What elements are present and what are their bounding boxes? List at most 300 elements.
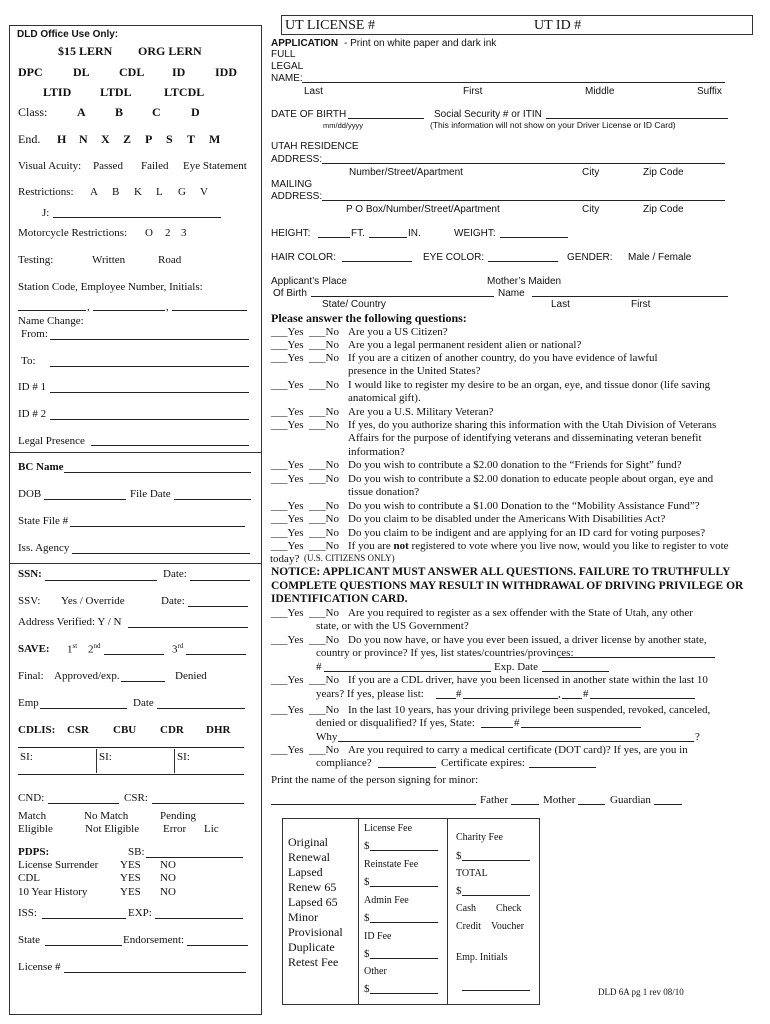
no-match-label: No Match [84, 810, 129, 822]
state-label: State [18, 934, 40, 946]
id-fee-label: ID Fee [364, 931, 392, 942]
final-label: Final: [18, 670, 44, 682]
q17-no[interactable]: ___No [309, 744, 339, 756]
q3-yes[interactable]: ___Yes [271, 352, 304, 364]
cdl-no: NO [160, 872, 176, 884]
full-label: FULL [271, 49, 296, 60]
visual-failed: Failed [141, 160, 169, 172]
address-verified-field[interactable] [128, 627, 248, 628]
q14-text-1: Do you now have, or have you ever been issued, a driver license by another state, [348, 634, 707, 646]
moto-3: 3 [181, 227, 187, 239]
ssn-note: (This information will not show on your Driver License or ID Card) [430, 120, 676, 130]
dob-label: DATE OF BIRTH [271, 109, 347, 120]
q13-no[interactable]: ___No [309, 607, 339, 619]
ssv-date-field[interactable] [188, 606, 248, 607]
ssn-label-app: Social Security # or ITIN [434, 109, 542, 120]
cdlis-label: CDLIS: [18, 724, 56, 736]
mail-city: City [582, 204, 600, 215]
q17-cert-exp: Certificate expires: [441, 757, 525, 769]
not-eligible-label: Not Eligible [85, 823, 140, 835]
id-fee-dollar: $ [364, 948, 370, 960]
code-idd: IDD [215, 65, 238, 79]
q3-no[interactable]: ___No [309, 352, 339, 364]
state-file-field[interactable] [70, 526, 245, 527]
testing-label: Testing: [18, 254, 54, 266]
cdlis-dhr: DHR [206, 724, 231, 736]
code-cdl: CDL [119, 65, 145, 79]
print-note: - Print on white paper and dark ink [344, 38, 497, 49]
testing-road: Road [158, 254, 182, 266]
si-divider [174, 749, 175, 773]
csr-label: CSR: [124, 792, 148, 804]
from-field[interactable] [50, 339, 249, 340]
q14-states-field[interactable] [558, 657, 715, 658]
q17-compliance-field[interactable] [378, 767, 436, 768]
ssn-label: SSN: [18, 568, 42, 580]
ssn-date-field[interactable] [190, 580, 250, 581]
restriction-b: B [112, 186, 120, 198]
minor-name-field[interactable] [271, 804, 476, 805]
bc-dob-field[interactable] [44, 499, 126, 500]
file-date-field[interactable] [174, 499, 251, 500]
reinstate-fee-label: Reinstate Fee [364, 859, 419, 870]
end-t: T [187, 132, 196, 146]
q15-no[interactable]: ___No [309, 674, 339, 686]
q7-no[interactable]: ___No [309, 459, 339, 471]
iss-label: ISS: [18, 907, 37, 919]
visual-passed: Passed [93, 160, 123, 172]
emp-label: Emp [18, 697, 39, 709]
q15-field-3[interactable] [562, 698, 582, 699]
bc-dob-label: DOB [18, 488, 42, 500]
ls-no: NO [160, 859, 176, 871]
approved-field[interactable] [121, 681, 165, 682]
ssv-label: SSV: [18, 595, 41, 607]
mail-po-box: P O Box/Number/Street/Apartment [346, 204, 500, 215]
code-ltdl: LTDL [100, 85, 132, 99]
weight-field[interactable] [500, 237, 568, 238]
lern-label: $15 LERN [58, 44, 113, 58]
voucher-label[interactable]: Voucher [491, 921, 525, 932]
q8-text: Do you wish to contribute a $2.00 donation to educate people about organ, eye and tissue donation? [348, 473, 714, 499]
q16-hash: # [514, 717, 520, 729]
cnd-label: CND: [18, 792, 45, 804]
q15-field-1[interactable] [436, 698, 456, 699]
state-field[interactable] [45, 945, 122, 946]
end-p: P [145, 132, 153, 146]
birthplace-label-2: Of Birth [273, 288, 307, 299]
fee-type-renewal: Renewal [288, 850, 330, 864]
q14-number-field[interactable] [324, 671, 491, 672]
end-x: X [101, 132, 110, 146]
mailing-address-field[interactable] [322, 200, 725, 201]
mother-label: Mother [543, 794, 576, 806]
height-ft-field[interactable] [318, 237, 350, 238]
q14-yes[interactable]: ___Yes [271, 634, 304, 646]
code-ltid: LTID [43, 85, 72, 99]
check-label[interactable]: Check [496, 903, 522, 914]
charity-fee-field[interactable] [462, 860, 530, 861]
name-change-label: Name Change: [18, 315, 84, 327]
q8-yes[interactable]: ___Yes [271, 473, 304, 485]
dob-format: mm/dd/yyyy [323, 121, 364, 130]
state-country-label: State/ Country [322, 299, 386, 310]
total-field[interactable] [462, 895, 530, 896]
divider [9, 452, 262, 453]
iss-agency-label: Iss. Agency [18, 542, 70, 554]
si-label-2: SI: [99, 751, 112, 763]
ten-no: NO [160, 886, 176, 898]
si-divider [96, 749, 97, 773]
q14-hash: # [316, 661, 322, 673]
maiden-last: Last [551, 299, 570, 310]
testing-written: Written [92, 254, 126, 266]
ssn-date-label: Date: [163, 568, 187, 580]
class-a: A [77, 105, 86, 119]
comma: , [87, 301, 90, 313]
application-title: APPLICATION [271, 38, 339, 49]
end-m: M [209, 132, 221, 146]
admin-fee-field[interactable] [370, 922, 438, 923]
j-field[interactable] [53, 217, 221, 218]
q14-text-2: country or province? If yes, list states/countries/provinces: [316, 647, 574, 659]
j-label: J: [42, 207, 50, 219]
q17-text-2: compliance? [316, 757, 372, 769]
save-third-field[interactable] [186, 654, 246, 655]
residence-address-field[interactable] [322, 163, 725, 164]
end-n: N [79, 132, 88, 146]
cdl-label: CDL [18, 872, 40, 884]
end-z: Z [123, 132, 132, 146]
sb-field[interactable] [146, 857, 243, 858]
q6-yes[interactable]: ___Yes [271, 419, 304, 431]
total-label: TOTAL [456, 868, 488, 879]
birthplace-field[interactable] [311, 296, 494, 297]
code-dl: DL [73, 65, 90, 79]
endorsement-field[interactable] [187, 945, 248, 946]
q10-yes[interactable]: ___Yes [271, 513, 304, 525]
station-code-field[interactable] [18, 310, 86, 311]
q17-cert-field[interactable] [529, 767, 596, 768]
q2-yes[interactable]: ___Yes [271, 339, 304, 351]
q10-no[interactable]: ___No [309, 513, 339, 525]
bc-name-label: BC Name [18, 461, 64, 473]
name-suffix: Suffix [697, 86, 722, 97]
ls-yes: YES [120, 859, 141, 871]
bc-name-field[interactable] [64, 472, 251, 473]
comma: , [166, 301, 169, 313]
q7-text: Do you wish to contribute a $2.00 donation to the “Friends for Sight” fund? [348, 459, 682, 471]
initials-field[interactable] [172, 310, 247, 311]
save-second-field[interactable] [104, 654, 164, 655]
q10-text: Do you claim to be disabled under the Americans With Disabilities Act? [348, 513, 666, 525]
reinstate-fee-field[interactable] [370, 886, 438, 887]
state-file-label: State File # [18, 515, 69, 527]
q2-text: Are you a legal permanent resident alien or national? [348, 339, 582, 351]
id2-field[interactable] [50, 419, 249, 420]
ssn-field[interactable] [45, 580, 157, 581]
height-in-field[interactable] [369, 237, 407, 238]
fee-type-provisional: Provisional [288, 925, 343, 939]
divider [9, 563, 262, 564]
gender-options[interactable]: Male / Female [628, 252, 692, 263]
q16-yes[interactable]: ___Yes [271, 704, 304, 716]
maiden-first: First [631, 299, 651, 310]
class-b: B [115, 105, 124, 119]
q4-text: I would like to register my desire to be an organ, eye, and tissue donor (life saving anatomical gift). [348, 379, 711, 405]
q14-exp-date: Exp. Date [494, 661, 538, 673]
fee-type-original: Original [288, 835, 328, 849]
fee-type-lapsed65: Lapsed 65 [288, 895, 338, 909]
cdlis-cbu: CBU [113, 724, 137, 736]
ten-yes: YES [120, 886, 141, 898]
code-id: ID [172, 65, 186, 79]
q16-text-2: denied or disqualified? If yes, State: [316, 717, 475, 729]
name-middle: Middle [585, 86, 615, 97]
q16-text-1: In the last 10 years, has your driving privilege been suspended, revoked, canceled, [348, 704, 711, 716]
q16-why: Why [316, 731, 338, 743]
q5-yes[interactable]: ___Yes [271, 406, 304, 418]
q2-no[interactable]: ___No [309, 339, 339, 351]
si-line[interactable] [18, 774, 244, 775]
approved-label: Approved/exp. [54, 670, 120, 682]
mail-zip: Zip Code [643, 204, 684, 215]
q8-no[interactable]: ___No [309, 473, 339, 485]
to-field[interactable] [50, 366, 249, 367]
height-label: HEIGHT: [271, 228, 311, 239]
address-verified-label: Address Verified: Y / N [18, 616, 122, 628]
name-first: First [463, 86, 483, 97]
restriction-a: A [90, 186, 98, 198]
cdl-yes: YES [120, 872, 141, 884]
csr-field[interactable] [152, 803, 244, 804]
iss-field[interactable] [42, 918, 126, 919]
q12-yes[interactable]: ___Yes [271, 540, 304, 552]
weight-label: WEIGHT: [454, 228, 496, 239]
reinstate-fee-dollar: $ [364, 876, 370, 888]
class-label: Class: [18, 105, 48, 119]
birthplace-label-1: Applicant’s Place [271, 276, 347, 287]
ut-id-label: UT ID # [534, 18, 582, 33]
legal-presence-label: Legal Presence [18, 435, 85, 447]
legal-presence-field[interactable] [91, 445, 249, 446]
questions-heading: Please answer the following questions: [271, 311, 467, 325]
maiden-field[interactable] [532, 296, 728, 297]
emp-date-label: Date [133, 697, 154, 709]
to-label: To: [21, 355, 36, 367]
q12-citizens-only: (U.S. CITIZENS ONLY) [304, 553, 395, 563]
pending-label: Pending [160, 810, 197, 822]
charity-fee-dollar: $ [456, 850, 462, 862]
si-label-1: SI: [20, 751, 33, 763]
q1-text: Are you a US Citizen? [348, 326, 448, 338]
sb-label: SB: [128, 846, 145, 858]
license-no-label: License # [18, 961, 61, 973]
emp-initials-field[interactable] [462, 990, 530, 991]
id-fee-field[interactable] [370, 958, 438, 959]
q4-no[interactable]: ___No [309, 379, 339, 391]
q1-yes[interactable]: ___Yes [271, 326, 304, 338]
fee-divider [447, 818, 448, 1005]
class-c: C [152, 105, 161, 119]
restriction-l: L [156, 186, 163, 198]
q5-no[interactable]: ___No [309, 406, 339, 418]
pdps-label: PDPS: [18, 846, 50, 858]
emp-initials-label: Emp. Initials [456, 952, 508, 963]
mailing-label: MAILING [271, 179, 313, 190]
file-date-label: File Date [130, 488, 171, 500]
endorsement-label: Endorsement: [123, 934, 185, 946]
moto-o: O [145, 227, 153, 239]
q13-yes[interactable]: ___Yes [271, 607, 304, 619]
q17-text-1: Are you required to carry a medical certificate (DOT card)? If yes, are you in [348, 744, 688, 756]
hair-field[interactable] [342, 261, 412, 262]
q16-no[interactable]: ___No [309, 704, 339, 716]
q16-state-field[interactable] [481, 727, 513, 728]
q9-yes[interactable]: ___Yes [271, 500, 304, 512]
end-label: End. [18, 132, 41, 146]
q15-field-2[interactable] [463, 698, 558, 699]
visual-acuity-label: Visual Acuity: [18, 160, 82, 172]
q11-no[interactable]: ___No [309, 527, 339, 539]
cnd-field[interactable] [48, 803, 119, 804]
comma: , [558, 688, 561, 700]
minor-label: Print the name of the person signing for minor: [271, 774, 479, 786]
exp-field[interactable] [155, 918, 243, 919]
admin-fee-dollar: $ [364, 912, 370, 924]
code-ltcdl: LTCDL [164, 85, 205, 99]
residence-address-label: ADDRESS: [271, 154, 323, 165]
mother-field[interactable] [578, 804, 605, 805]
q7-yes[interactable]: ___Yes [271, 459, 304, 471]
notice-text: NOTICE: APPLICANT MUST ANSWER ALL QUESTIONS. FAILURE TO TRUTHFULLY COMPLETE QUESTIONS MAY RESULT IN WITHDRAWAL OF DRIVING PRIVILEGE OR IDENTIFICATION CARD. [271, 566, 744, 605]
error-label: Error [163, 823, 187, 835]
class-d: D [191, 105, 200, 119]
restriction-v: V [200, 186, 208, 198]
license-fee-dollar: $ [364, 840, 370, 852]
q16-why-field[interactable] [338, 741, 694, 742]
fee-type-renew65: Renew 65 [288, 880, 337, 894]
match-label: Match [18, 810, 47, 822]
cash-label[interactable]: Cash [456, 903, 476, 914]
q11-yes[interactable]: ___Yes [271, 527, 304, 539]
fee-divider [358, 818, 359, 1005]
q15-yes[interactable]: ___Yes [271, 674, 304, 686]
restriction-g: G [178, 186, 186, 198]
fee-type-duplicate: Duplicate [288, 940, 335, 954]
q16-qmark: ? [695, 731, 700, 743]
credit-label[interactable]: Credit [456, 921, 481, 932]
id1-label: ID # 1 [18, 381, 47, 393]
father-label: Father [480, 794, 509, 806]
ft-label: FT. [351, 228, 365, 239]
fee-type-lapsed: Lapsed [288, 865, 323, 879]
res-num-street: Number/Street/Apartment [349, 167, 463, 178]
emp-field[interactable] [40, 708, 127, 709]
exp-label: EXP: [128, 907, 152, 919]
save-label: SAVE: [18, 643, 50, 655]
ten-year-label: 10 Year History [18, 886, 88, 898]
moto-restrictions-label: Motorcycle Restrictions: [18, 227, 128, 239]
q6-no[interactable]: ___No [309, 419, 339, 431]
q12-no[interactable]: ___No [309, 540, 339, 552]
q15-hash-2: # [583, 688, 589, 700]
q6-text: If yes, do you authorize sharing this information with the Utah Division of Veterans Affairs for the purpose of identifying veterans and disseminating veteran benefit information? [348, 419, 717, 458]
id1-field[interactable] [50, 392, 249, 393]
restrictions-label: Restrictions: [18, 186, 74, 198]
q15-hash-1: # [456, 688, 462, 700]
other-fee-field[interactable] [370, 993, 438, 994]
dob-field[interactable] [348, 118, 424, 119]
charity-fee-label: Charity Fee [456, 832, 503, 843]
ssn-field-app[interactable] [546, 118, 728, 119]
eye-label: EYE COLOR: [423, 252, 485, 263]
guardian-field[interactable] [654, 804, 682, 805]
q1-no[interactable]: ___No [309, 326, 339, 338]
mailing-address-label: ADDRESS: [271, 191, 323, 202]
q15-text-1: If you are a CDL driver, have you been licensed in another state within the last 10 [348, 674, 708, 686]
employee-number-field[interactable] [93, 310, 165, 311]
name-last: Last [304, 86, 323, 97]
org-lern-label: ORG LERN [138, 44, 202, 58]
res-city: City [582, 167, 600, 178]
q4-yes[interactable]: ___Yes [271, 379, 304, 391]
in-label: IN. [408, 228, 421, 239]
lic-label: Lic [204, 823, 219, 835]
eligible-label: Eligible [18, 823, 53, 835]
license-fee-field[interactable] [370, 850, 438, 851]
restriction-k: K [134, 186, 142, 198]
si-label-3: SI: [177, 751, 190, 763]
license-surrender-label: License Surrender [18, 859, 99, 871]
license-fee-label: License Fee [364, 823, 413, 834]
fee-type-retest: Retest Fee [288, 955, 339, 969]
iss-agency-field[interactable] [72, 553, 250, 554]
utah-residence-label: UTAH RESIDENCE [271, 141, 359, 152]
full-legal-name-field[interactable] [302, 82, 725, 83]
cdlis-line [18, 747, 244, 748]
fee-type-minor: Minor [288, 910, 318, 924]
emp-date-field[interactable] [157, 708, 245, 709]
q15-field-4[interactable] [590, 698, 695, 699]
from-label: From: [21, 328, 48, 340]
father-field[interactable] [511, 804, 539, 805]
q3-text: If you are a citizen of another country, do you have evidence of lawful presence in the United States? [348, 352, 658, 378]
name-label: NAME: [271, 73, 303, 84]
end-h: H [57, 132, 67, 146]
maiden-label-1: Mother’s Maiden [487, 276, 562, 287]
station-label: Station Code, Employee Number, Initials: [18, 281, 203, 293]
q14-no[interactable]: ___No [309, 634, 339, 646]
q11-text: Do you claim to be indigent and are applying for an ID card for voting purposes? [348, 527, 706, 539]
ut-license-label: UT LICENSE # [285, 18, 375, 33]
q16-number-field[interactable] [521, 727, 641, 728]
q14-exp-field[interactable] [542, 671, 609, 672]
res-zip: Zip Code [643, 167, 684, 178]
cdlis-csr: CSR [67, 724, 90, 736]
license-no-field[interactable] [64, 972, 246, 973]
maiden-label-2: Name [498, 288, 525, 299]
legal-label: LEGAL [271, 61, 304, 72]
q5-text: Are you a U.S. Military Veteran? [348, 406, 494, 418]
eye-field[interactable] [488, 261, 558, 262]
q9-no[interactable]: ___No [309, 500, 339, 512]
save-third: 3rd [172, 642, 184, 656]
moto-2: 2 [165, 227, 171, 239]
other-fee-label: Other [364, 966, 387, 977]
q17-yes[interactable]: ___Yes [271, 744, 304, 756]
yes-override: Yes / Override [61, 595, 125, 607]
